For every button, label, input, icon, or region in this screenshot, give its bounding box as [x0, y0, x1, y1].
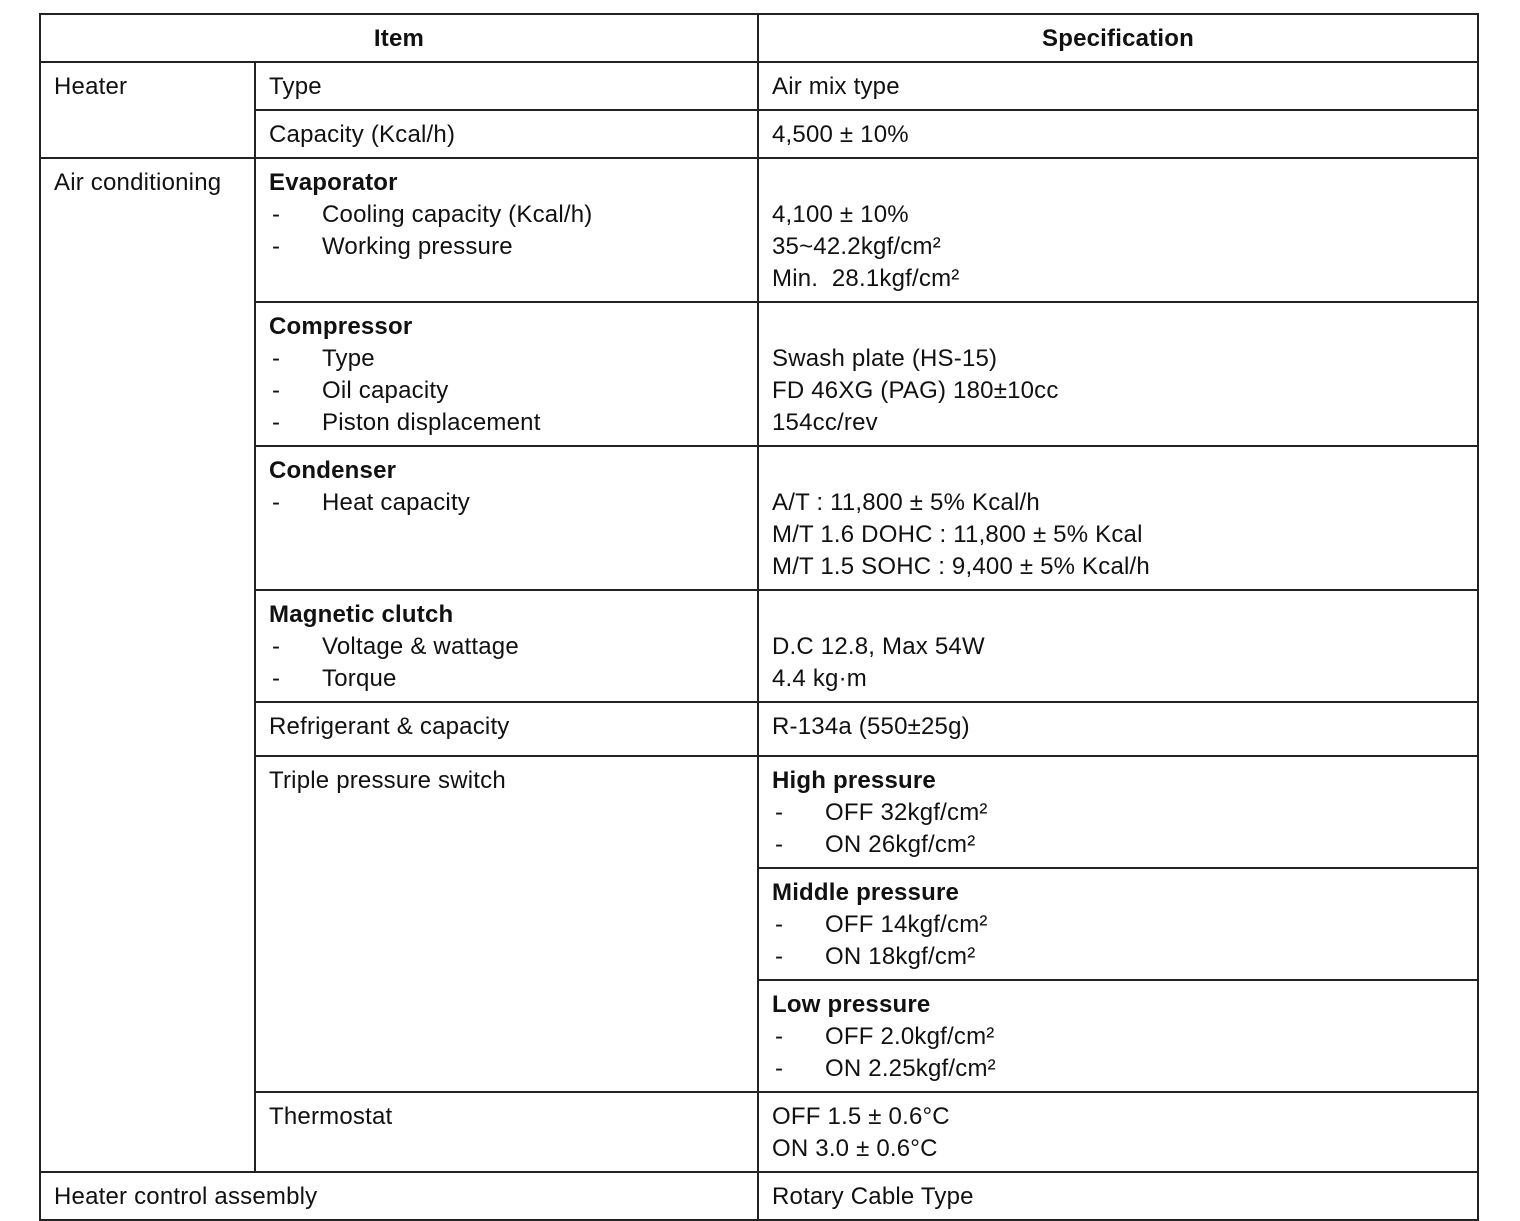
spec-heater-capacity: 4,500 ± 10%: [758, 110, 1478, 158]
table-row: [40, 158, 1478, 302]
evaporator-cooling-label: - Cooling capacity (Kcal/h): [269, 199, 744, 231]
high-pressure-title: High pressure: [772, 767, 936, 794]
condenser-value-mt16: M/T 1.6 DOHC : 11,800 ± 5% Kcal: [772, 521, 1143, 548]
clutch-voltage-label: - Voltage & wattage: [269, 631, 744, 663]
low-pressure-title: Low pressure: [772, 991, 931, 1018]
compressor-oil-value: FD 46XG (PAG) 180±10cc: [772, 377, 1059, 404]
low-pressure-off: - OFF 2.0kgf/cm²: [772, 1021, 1464, 1053]
evaporator-pressure-min: Min. 28.1kgf/cm²: [772, 265, 960, 292]
spec-middle-pressure: [758, 868, 1478, 980]
spec-low-pressure: [758, 980, 1478, 1092]
evaporator-cooling-value: 4,100 ± 10%: [772, 201, 909, 228]
middle-pressure-off: - OFF 14kgf/cm²: [772, 909, 1464, 941]
spec-condenser: [758, 446, 1478, 590]
condenser-value-at: A/T : 11,800 ± 5% Kcal/h: [772, 489, 1040, 516]
table-row: [40, 1092, 1478, 1172]
item-thermostat: Thermostat: [255, 1092, 758, 1172]
table-header-row: [40, 14, 1478, 62]
high-pressure-on: - ON 26kgf/cm²: [772, 829, 1464, 861]
spec-magnetic-clutch: [758, 590, 1478, 702]
spec-thermostat: [758, 1092, 1478, 1172]
clutch-title: Magnetic clutch: [269, 601, 454, 628]
header-specification: Specification: [758, 14, 1478, 62]
condenser-title: Condenser: [269, 457, 397, 484]
spec-high-pressure: [758, 756, 1478, 868]
compressor-oil-label: - Oil capacity: [269, 375, 744, 407]
table-row: [40, 446, 1478, 590]
item-heater-control-assembly: Heater control assembly: [40, 1172, 758, 1220]
item-heater-capacity: Capacity (Kcal/h): [255, 110, 758, 158]
category-heater: Heater: [40, 62, 255, 158]
table-row: [40, 590, 1478, 702]
clutch-torque-label: - Torque: [269, 663, 744, 695]
specification-table: [39, 13, 1479, 1221]
item-evaporator: [255, 158, 758, 302]
item-heater-type: Type: [255, 62, 758, 110]
spec-refrigerant: R-134a (550±25g): [758, 702, 1478, 756]
table-row: [40, 110, 1478, 158]
thermostat-off: OFF 1.5 ± 0.6°C: [772, 1103, 950, 1130]
item-condenser: [255, 446, 758, 590]
spec-heater-type: Air mix type: [758, 62, 1478, 110]
item-refrigerant: Refrigerant & capacity: [255, 702, 758, 756]
middle-pressure-on: - ON 18kgf/cm²: [772, 941, 1464, 973]
header-item: Item: [40, 14, 758, 62]
table-row: [40, 302, 1478, 446]
table-row: [40, 702, 1478, 756]
item-triple-pressure-switch: Triple pressure switch: [255, 756, 758, 1092]
table-row: [40, 1172, 1478, 1220]
table-row: [40, 62, 1478, 110]
compressor-type-label: - Type: [269, 343, 744, 375]
spec-compressor: [758, 302, 1478, 446]
evaporator-pressure-value: 35~42.2kgf/cm²: [772, 233, 941, 260]
item-magnetic-clutch: [255, 590, 758, 702]
compressor-piston-label: - Piston displacement: [269, 407, 744, 439]
high-pressure-off: - OFF 32kgf/cm²: [772, 797, 1464, 829]
compressor-piston-value: 154cc/rev: [772, 409, 878, 436]
clutch-torque-value: 4.4 kg·m: [772, 665, 867, 692]
compressor-title: Compressor: [269, 313, 413, 340]
evaporator-pressure-label: - Working pressure: [269, 231, 744, 263]
table-row: [40, 756, 1478, 868]
evaporator-title: Evaporator: [269, 169, 398, 196]
spec-table-frame: [39, 13, 1479, 1221]
compressor-type-value: Swash plate (HS-15): [772, 345, 998, 372]
middle-pressure-title: Middle pressure: [772, 879, 960, 906]
spec-heater-control-assembly: Rotary Cable Type: [758, 1172, 1478, 1220]
low-pressure-on: - ON 2.25kgf/cm²: [772, 1053, 1464, 1085]
item-compressor: [255, 302, 758, 446]
condenser-value-mt15: M/T 1.5 SOHC : 9,400 ± 5% Kcal/h: [772, 553, 1150, 580]
thermostat-on: ON 3.0 ± 0.6°C: [772, 1135, 938, 1162]
spec-evaporator: [758, 158, 1478, 302]
clutch-voltage-value: D.C 12.8, Max 54W: [772, 633, 985, 660]
category-air-conditioning: Air conditioning: [40, 158, 255, 1172]
condenser-heat-label: - Heat capacity: [269, 487, 744, 519]
